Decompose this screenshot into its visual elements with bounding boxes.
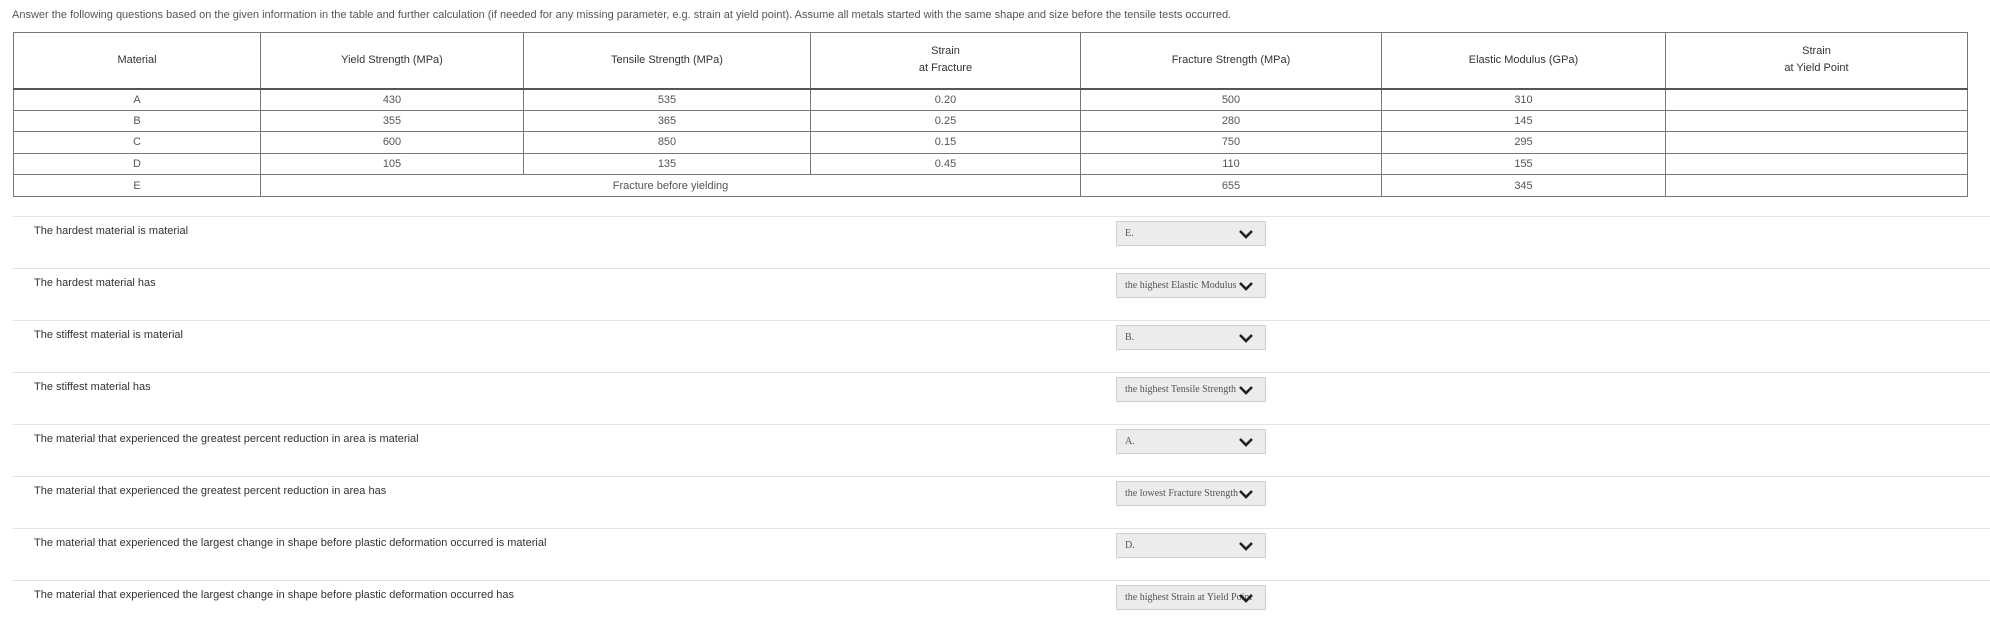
cell-fracture-strength: 280: [1081, 110, 1382, 132]
question-text: The material that experienced the largest change in shape before plastic deformation occurred is material: [34, 537, 547, 549]
dropdown-value: E.: [1125, 228, 1134, 239]
chevron-down-icon: [1238, 332, 1254, 344]
cell-fracture-before-yielding: Fracture before yielding: [261, 175, 1081, 197]
cell-elastic-modulus: 145: [1382, 110, 1666, 132]
cell-strain-at-yield: [1666, 89, 1968, 111]
question-row: [13, 476, 1990, 529]
table-row: [14, 153, 1968, 175]
dropdown-value: the highest Elastic Modulus: [1125, 280, 1237, 291]
header-material: Material: [14, 33, 261, 89]
header-yield-strength: Yield Strength (MPa): [261, 33, 524, 89]
header-tensile-strength: Tensile Strength (MPa): [524, 33, 811, 89]
table-row: [14, 89, 1968, 111]
answer-dropdown[interactable]: [1116, 429, 1266, 454]
chevron-down-icon: [1238, 592, 1254, 604]
question-row: [13, 372, 1990, 425]
cell-tensile-strength: 365: [524, 110, 811, 132]
cell-strain-at-fracture: 0.25: [811, 110, 1081, 132]
cell-yield-strength: 430: [261, 89, 524, 111]
header-strain-at-fracture: Strain at Fracture: [811, 33, 1081, 89]
answer-dropdown[interactable]: [1116, 273, 1266, 298]
question-row: [13, 320, 1990, 373]
cell-tensile-strength: 135: [524, 153, 811, 175]
question-row: [13, 216, 1990, 269]
chevron-down-icon: [1238, 280, 1254, 292]
question-text: The stiffest material is material: [34, 329, 183, 341]
cell-material: D: [14, 153, 261, 175]
dropdown-value: the highest Strain at Yield Point: [1125, 592, 1253, 603]
chevron-down-icon: [1238, 384, 1254, 396]
cell-elastic-modulus: 345: [1382, 175, 1666, 197]
instructions-text: Answer the following questions based on the given information in the table and further calculation (if needed for any missing parameter, e.g. strain at yield point). Assume all metals started with the same shape and size before the tensile tests occurred.: [12, 9, 1232, 21]
dropdown-value: B.: [1125, 332, 1135, 343]
cell-strain-at-yield: [1666, 153, 1968, 175]
dropdown-value: A.: [1125, 436, 1135, 447]
cell-elastic-modulus: 310: [1382, 89, 1666, 111]
answer-dropdown[interactable]: [1116, 533, 1266, 558]
cell-yield-strength: 105: [261, 153, 524, 175]
question-row: [13, 424, 1990, 477]
header-strain-at-yield: Strain at Yield Point: [1666, 33, 1968, 89]
cell-tensile-strength: 535: [524, 89, 811, 111]
chevron-down-icon: [1238, 488, 1254, 500]
table-row: [14, 175, 1968, 197]
cell-fracture-strength: 110: [1081, 153, 1382, 175]
dropdown-value: D.: [1125, 540, 1135, 551]
cell-strain-at-fracture: 0.45: [811, 153, 1081, 175]
table-row: [14, 132, 1968, 154]
cell-strain-at-fracture: 0.20: [811, 89, 1081, 111]
cell-strain-at-yield: [1666, 175, 1968, 197]
cell-material: C: [14, 132, 261, 154]
cell-strain-at-yield: [1666, 110, 1968, 132]
answer-dropdown[interactable]: [1116, 585, 1266, 610]
answer-dropdown[interactable]: [1116, 325, 1266, 350]
question-text: The material that experienced the greatest percent reduction in area has: [34, 485, 387, 497]
question-text: The stiffest material has: [34, 381, 151, 393]
question-text: The hardest material has: [34, 277, 156, 289]
cell-material: A: [14, 89, 261, 111]
header-fracture-strength: Fracture Strength (MPa): [1081, 33, 1382, 89]
chevron-down-icon: [1238, 228, 1254, 240]
materials-table: [13, 32, 1968, 197]
cell-tensile-strength: 850: [524, 132, 811, 154]
cell-strain-at-fracture: 0.15: [811, 132, 1081, 154]
chevron-down-icon: [1238, 540, 1254, 552]
question-text: The hardest material is material: [34, 225, 189, 237]
answer-dropdown[interactable]: [1116, 481, 1266, 506]
chevron-down-icon: [1238, 436, 1254, 448]
answer-dropdown[interactable]: [1116, 221, 1266, 246]
dropdown-value: the lowest Fracture Strength: [1125, 488, 1239, 499]
cell-elastic-modulus: 155: [1382, 153, 1666, 175]
cell-fracture-strength: 750: [1081, 132, 1382, 154]
cell-material: E: [14, 175, 261, 197]
answer-dropdown[interactable]: [1116, 377, 1266, 402]
cell-fracture-strength: 655: [1081, 175, 1382, 197]
cell-elastic-modulus: 295: [1382, 132, 1666, 154]
table-row: [14, 110, 1968, 132]
cell-fracture-strength: 500: [1081, 89, 1382, 111]
question-row: [13, 528, 1990, 581]
question-row: [13, 268, 1990, 321]
question-row: [13, 580, 1990, 633]
question-text: The material that experienced the largest change in shape before plastic deformation occurred has: [34, 589, 515, 601]
cell-strain-at-yield: [1666, 132, 1968, 154]
question-text: The material that experienced the greatest percent reduction in area is material: [34, 433, 419, 445]
cell-material: B: [14, 110, 261, 132]
cell-yield-strength: 355: [261, 110, 524, 132]
header-elastic-modulus: Elastic Modulus (GPa): [1382, 33, 1666, 89]
dropdown-value: the highest Tensile Strength: [1125, 384, 1237, 395]
cell-yield-strength: 600: [261, 132, 524, 154]
table-header-row: [14, 33, 1968, 89]
